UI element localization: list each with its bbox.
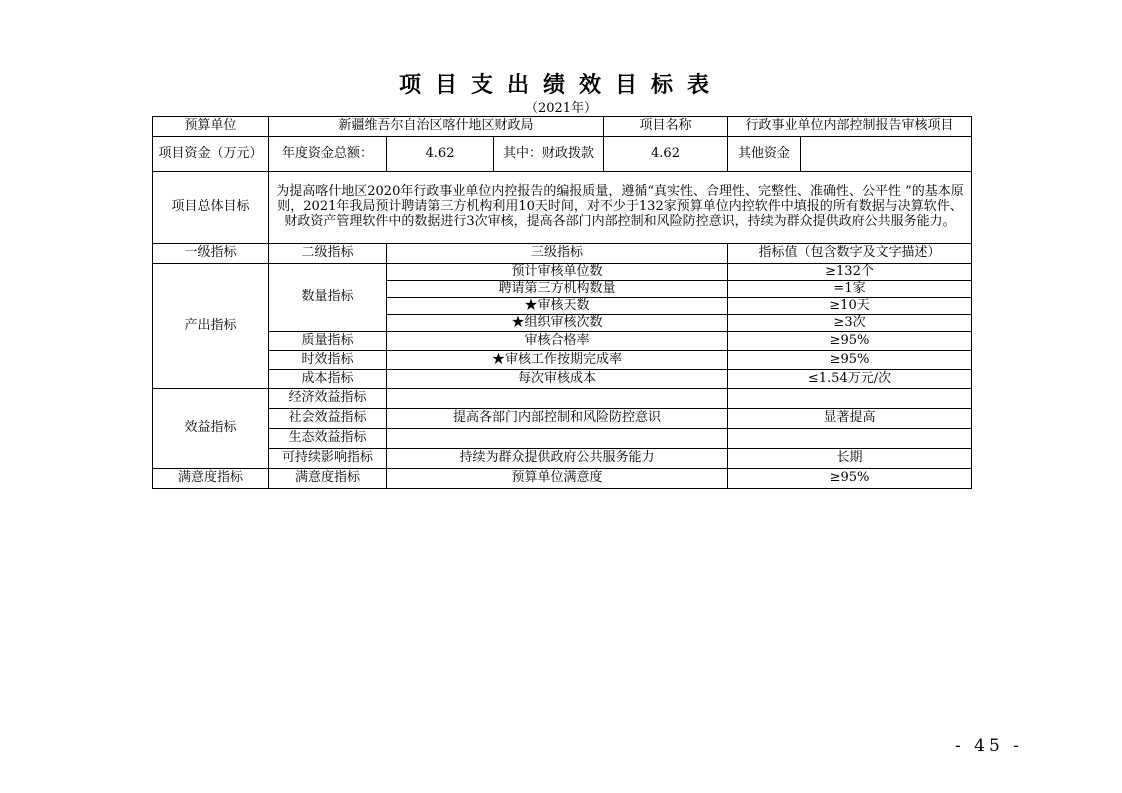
table-row	[153, 370, 972, 389]
table-row	[153, 351, 972, 370]
value-cell: ≥3次	[728, 315, 972, 332]
fiscal-funds-label: 其中：财政拨款	[494, 137, 604, 172]
level3-header: 三级指标	[387, 244, 728, 264]
timeliness-indicator-label: 时效指标	[269, 351, 387, 370]
value-cell: ≥10天	[728, 298, 972, 315]
social-indicator-label: 社会效益指标	[269, 409, 387, 429]
value-cell: =1家	[728, 281, 972, 298]
table-row	[153, 469, 972, 489]
value-cell: 显著提高	[728, 409, 972, 429]
level3-cell: 预计审核单位数	[387, 264, 728, 281]
overall-goal-text: 为提高喀什地区2020年行政事业单位内控报告的编报质量，遵循“真实性、合理性、完整性、准确性、公平性 ”的基本原则，2021年我局预计聘请第三方机构利用10天时间，对不少于132家预算单位内控软件中填报的所有数据与决算软件、财政资产管理软件中的数据进行3次审核，提高各部门内部控制和风险防控意识，持续为群众提供政府公共服务能力。	[269, 172, 972, 244]
value-cell: ≥95%	[728, 332, 972, 351]
value-cell: ≤1.54万元/次	[728, 370, 972, 389]
value-cell	[728, 389, 972, 409]
project-name-value: 行政事业单位内部控制报告审核项目	[728, 117, 972, 137]
ecological-indicator-label: 生态效益指标	[269, 429, 387, 449]
value-cell: 长期	[728, 449, 972, 469]
level3-cell: 审核合格率	[387, 332, 728, 351]
level1-header: 一级指标	[153, 244, 269, 264]
level3-cell	[387, 429, 728, 449]
level2-header: 二级指标	[269, 244, 387, 264]
indicator-value-header: 指标值（包含数字及文字描述）	[728, 244, 972, 264]
annual-funds-label: 年度资金总额：	[269, 137, 387, 172]
satisfaction-group-label: 满意度指标	[153, 469, 269, 489]
quantity-indicator-label: 数量指标	[269, 264, 387, 332]
fiscal-funds-value: 4.62	[604, 137, 728, 172]
other-funds-label: 其他资金	[728, 137, 801, 172]
column-header-row	[153, 244, 972, 264]
performance-table	[152, 116, 972, 489]
overall-goal-label: 项目总体目标	[153, 172, 269, 244]
level3-cell	[387, 389, 728, 409]
table-row	[153, 389, 972, 409]
sustainable-indicator-label: 可持续影响指标	[269, 449, 387, 469]
page-number: - 45 -	[955, 736, 1023, 756]
value-cell: ≥132个	[728, 264, 972, 281]
table-row	[153, 332, 972, 351]
value-cell: ≥95%	[728, 469, 972, 489]
level3-cell: ★审核工作按期完成率	[387, 351, 728, 370]
level3-cell: 提高各部门内部控制和风险防控意识	[387, 409, 728, 429]
goal-row	[153, 172, 972, 244]
economic-indicator-label: 经济效益指标	[269, 389, 387, 409]
project-name-label: 项目名称	[604, 117, 728, 137]
project-funds-label: 项目资金（万元）	[153, 137, 269, 172]
level3-cell: 预算单位满意度	[387, 469, 728, 489]
level3-cell: ★审核天数	[387, 298, 728, 315]
annual-funds-value: 4.62	[387, 137, 494, 172]
satisfaction-indicator-label: 满意度指标	[269, 469, 387, 489]
table-row	[153, 429, 972, 449]
output-group-label: 产出指标	[153, 264, 269, 389]
table-row	[153, 449, 972, 469]
value-cell: ≥95%	[728, 351, 972, 370]
table-row	[153, 409, 972, 429]
budget-unit-label: 预算单位	[153, 117, 269, 137]
funds-row	[153, 137, 972, 172]
budget-unit-value: 新疆维吾尔自治区喀什地区财政局	[269, 117, 604, 137]
level3-cell: ★组织审核次数	[387, 315, 728, 332]
year-subtitle: （2021年）	[524, 101, 598, 116]
header-row	[153, 117, 972, 137]
page-title: 项目支出绩效目标表	[398, 72, 723, 98]
other-funds-value	[801, 137, 972, 172]
level3-cell: 每次审核成本	[387, 370, 728, 389]
table-row	[153, 264, 972, 281]
quality-indicator-label: 质量指标	[269, 332, 387, 351]
level3-cell: 持续为群众提供政府公共服务能力	[387, 449, 728, 469]
value-cell	[728, 429, 972, 449]
cost-indicator-label: 成本指标	[269, 370, 387, 389]
benefit-group-label: 效益指标	[153, 389, 269, 469]
level3-cell: 聘请第三方机构数量	[387, 281, 728, 298]
